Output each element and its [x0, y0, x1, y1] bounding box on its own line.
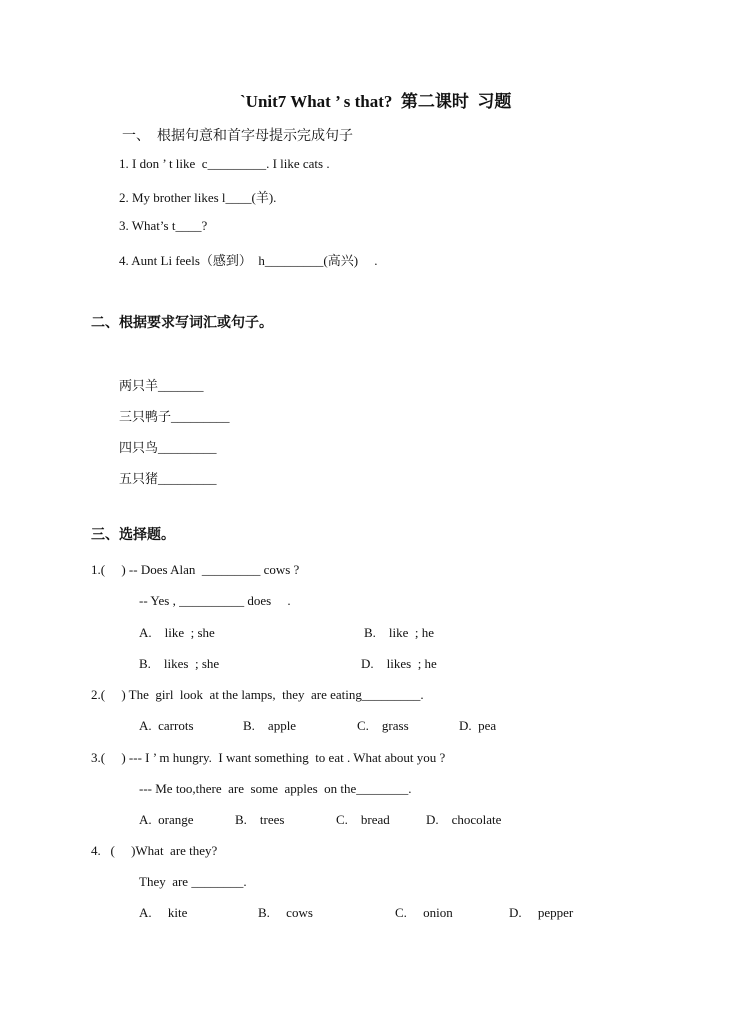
question-3-stem: 3.( ) --- I ’ m hungry. I want something to eat . What about you ?: [91, 750, 446, 765]
question-4-option-a: A. kite: [139, 905, 188, 920]
question-3-option-a: A. orange: [139, 812, 194, 827]
question-2-option-b: B. apple: [243, 718, 297, 733]
question-1-option-b: B. like ; he: [364, 625, 435, 640]
question-1-option-a: A. like ; she: [139, 625, 215, 640]
question-4-stem: 4. ( )What are they?: [91, 843, 218, 858]
section1-item-2: 2. My brother likes l____(羊).: [119, 190, 277, 205]
section2-item-3: 四只鸟_________: [119, 440, 217, 455]
section2-heading: 二、根据要求写词汇或句子。: [91, 316, 273, 331]
question-1-line2: -- Yes , __________ does .: [139, 593, 291, 608]
section1-item-3: 3. What’s t____?: [119, 218, 208, 233]
question-2-option-a: A. carrots: [139, 718, 194, 733]
question-1-stem: 1.( ) -- Does Alan _________ cows ?: [91, 562, 300, 577]
section1-item-1: 1. I don ’ t like c_________. I like cats .: [119, 156, 330, 171]
question-3-line2: --- Me too,there are some apples on the________.: [139, 781, 412, 796]
page-title: `Unit7 What ’ s that? 第二课时 习题: [240, 92, 512, 111]
section3-heading: 三、选择题。: [91, 528, 175, 543]
question-3-option-b: B. trees: [235, 812, 285, 827]
question-3-option-c: C. bread: [336, 812, 390, 827]
section2-item-2: 三只鸭子_________: [119, 409, 230, 424]
section1-heading: 一、 根据句意和首字母提示完成句子: [122, 129, 353, 144]
question-2-option-c: C. grass: [357, 718, 409, 733]
question-1-option-c: B. likes ; she: [139, 656, 220, 671]
question-4-option-b: B. cows: [258, 905, 313, 920]
section2-item-4: 五只猪_________: [119, 471, 217, 486]
section1-item-4: 4. Aunt Li feels（感到） h_________(高兴) .: [119, 253, 378, 268]
question-4-option-c: C. onion: [395, 905, 453, 920]
section2-item-1: 两只羊_______: [119, 378, 204, 393]
question-1-option-d: D. likes ; he: [361, 656, 437, 671]
question-2-option-d: D. pea: [459, 718, 497, 733]
question-3-option-d: D. chocolate: [426, 812, 502, 827]
question-4-line2: They are ________.: [139, 874, 247, 889]
question-4-option-d: D. pepper: [509, 905, 574, 920]
question-2-stem: 2.( ) The girl look at the lamps, they are eating_________.: [91, 687, 424, 702]
